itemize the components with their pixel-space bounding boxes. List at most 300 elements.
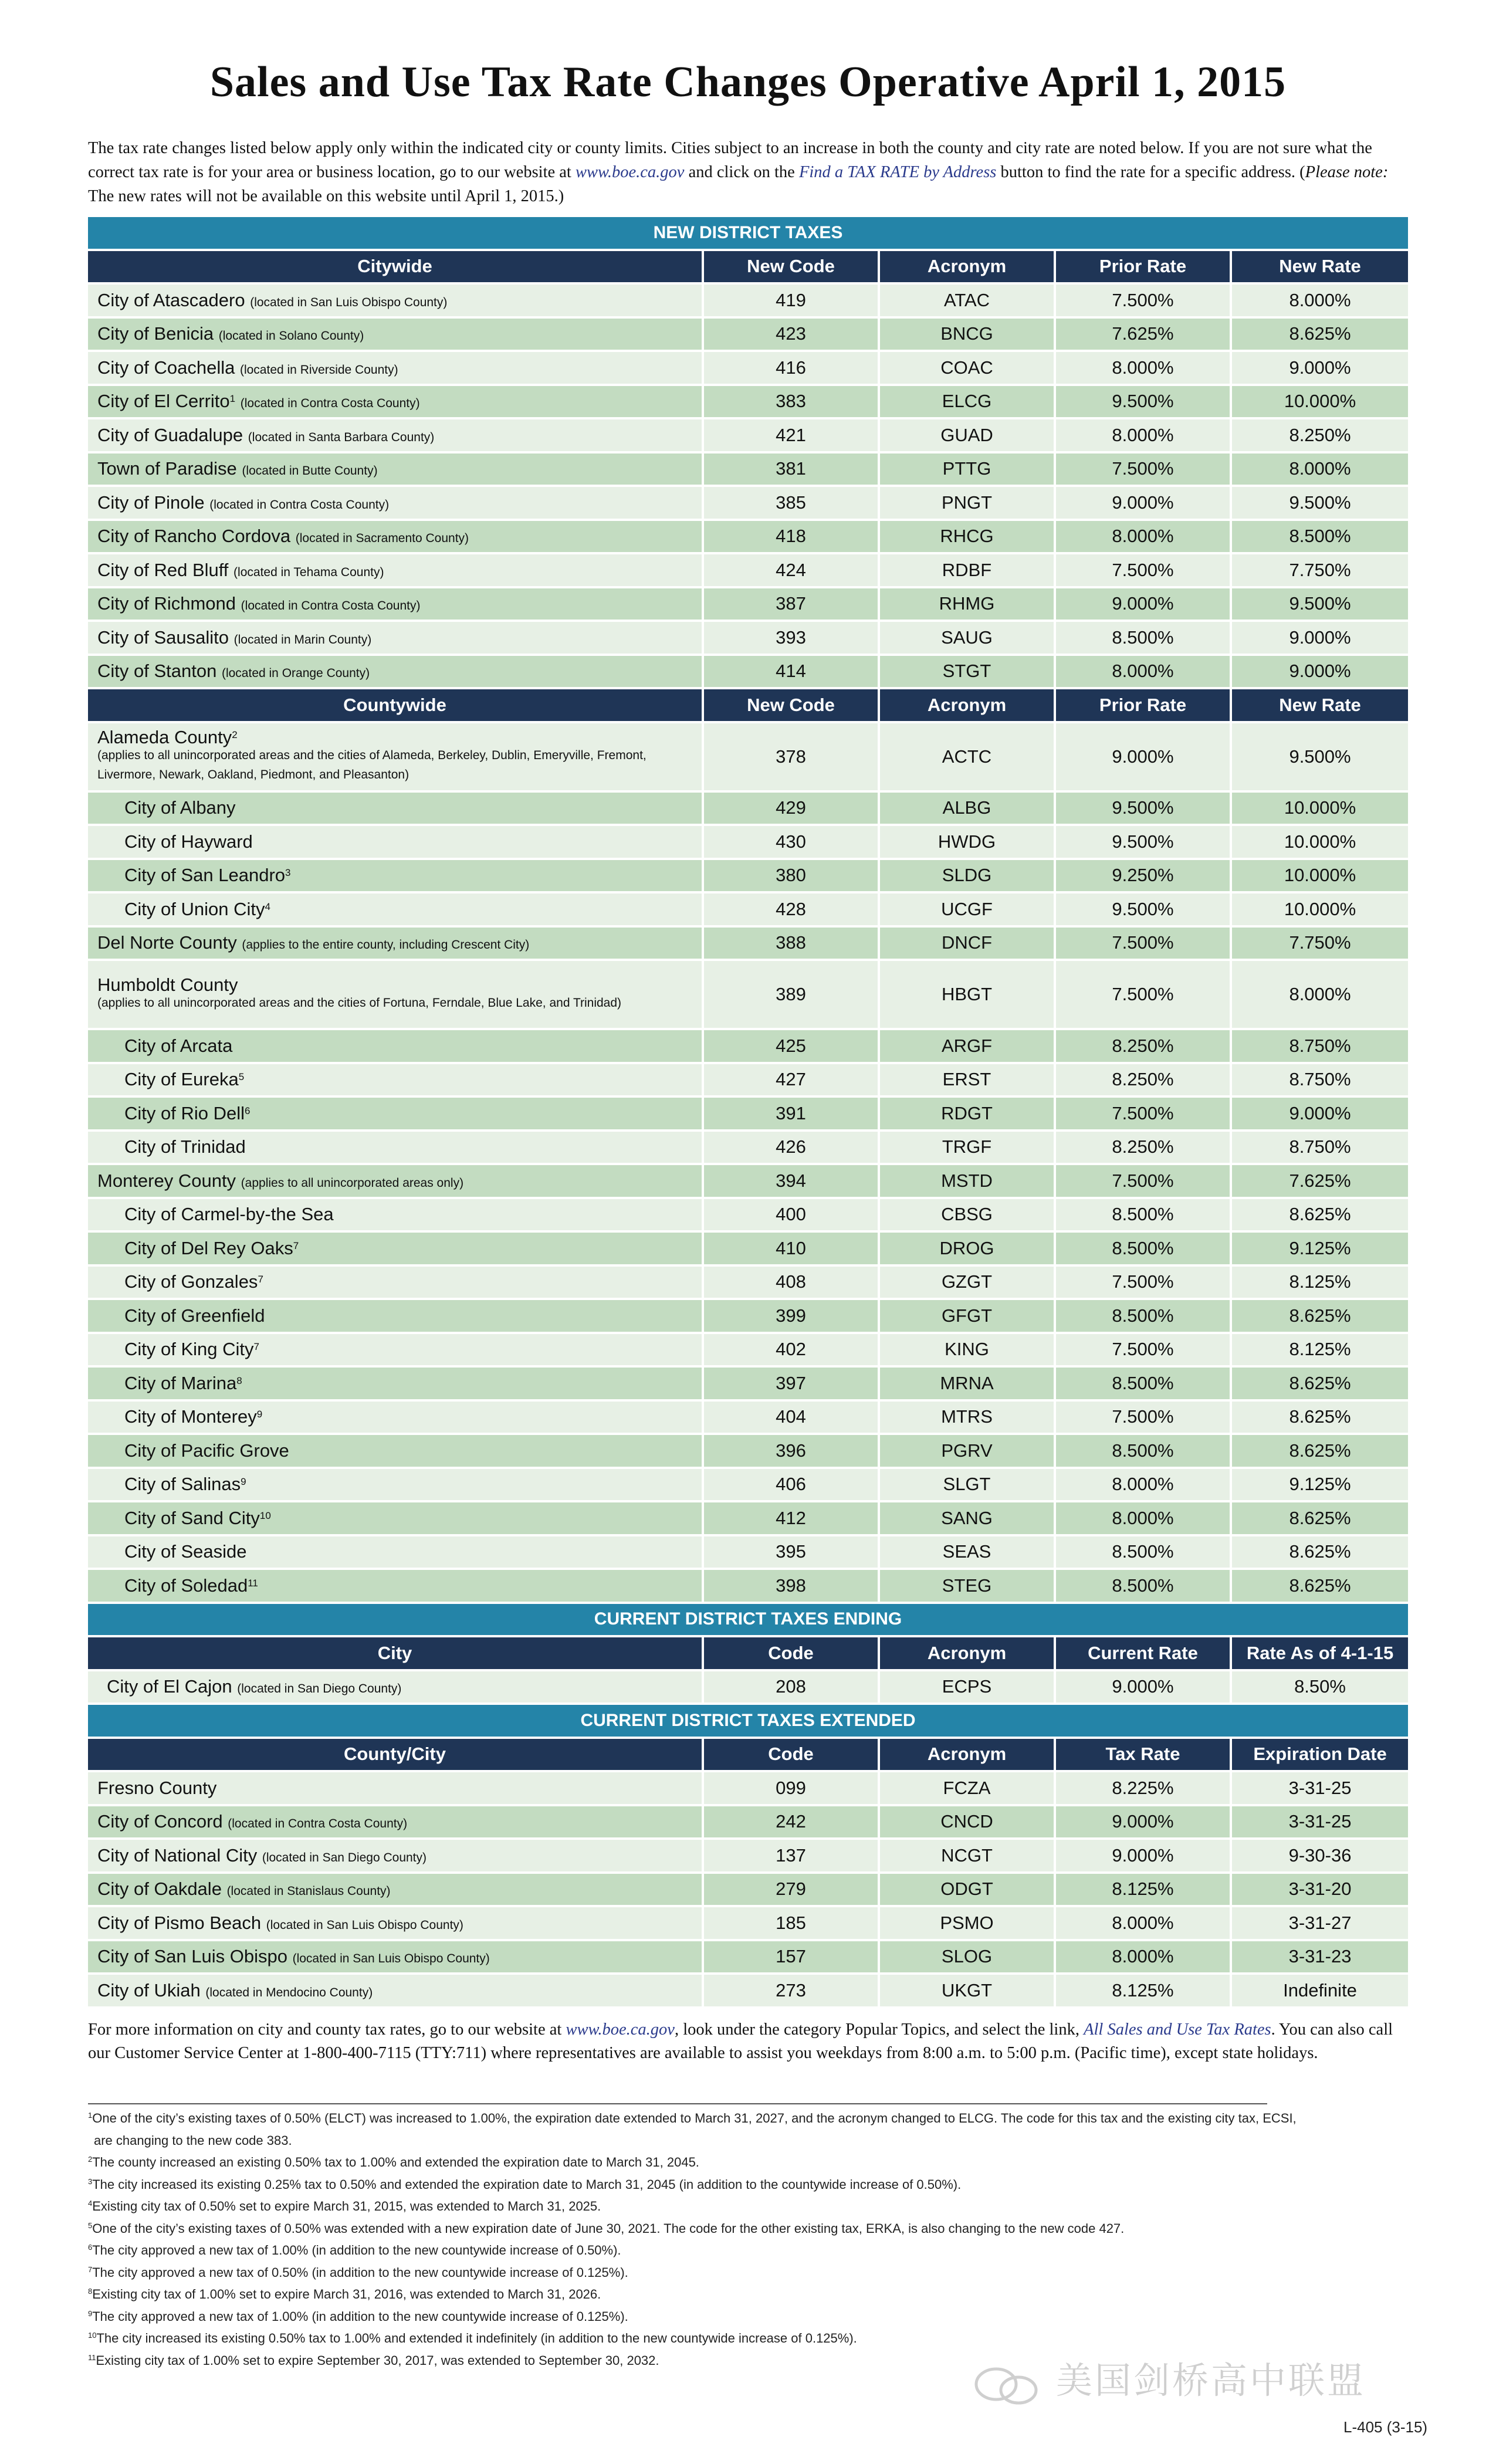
footnote-ref: 9 [256,1409,263,1420]
acronym-cell: ATAC [880,285,1056,319]
rate-cell: 9.250% [1056,860,1232,894]
place-name: Alameda County [97,727,232,747]
rate-cell: 8.625% [1232,1435,1408,1469]
rate-cell: 9.000% [1232,352,1408,386]
code-cell: 393 [704,622,880,656]
place-name: City of Concord [97,1811,223,1832]
footnote-text: The city approved a new tax of 1.00% (in addition to the new countywide increase of 0.125%). [92,2309,628,2324]
place-name: City of Hayward [124,831,253,852]
code-cell: 402 [704,1334,880,1368]
rate-cell: 8.625% [1232,1402,1408,1436]
place-name-cell [88,419,704,453]
section-banner [88,217,1408,251]
location-note: (located in Sacramento County) [295,532,469,546]
footnote-text: One of the city’s existing taxes of 0.50% was extended with a new expiration date of June 30, 2021. The code for the other existing tax, ERKA, is also changing to the new code 427. [92,2221,1125,2236]
rate-cell: 8.625% [1232,1368,1408,1402]
code-cell: 208 [704,1671,880,1705]
footnote-ref: 7 [293,1240,299,1251]
acronym-cell: ECPS [880,1671,1056,1705]
table-row [88,1975,1408,2009]
place-name-cell [88,352,704,386]
location-note: (located in San Luis Obispo County) [250,295,448,309]
footnote-text: One of the city’s existing taxes of 0.50% (ELCT) was increased to 1.00%, the expiration date extended to March 31, 2027, and the acronym changed to ELCG. The code for this tax and the existing city tax, ECSI, [92,2111,1297,2125]
footnote-text: The city increased its existing 0.50% tax to 1.00% and extended it indefinitely (in addition to the new countywide increase of 0.125%). [96,2331,857,2345]
table-row [88,1772,1408,1806]
code-cell: 410 [704,1233,880,1267]
place-name: City of Pismo Beach [97,1912,262,1933]
code-cell: 398 [704,1570,880,1604]
rate-cell: 9.000% [1056,1806,1232,1840]
footnote-number: 6 [88,2243,93,2252]
place-name-cell [88,1030,704,1064]
watermark-text: 美国剑桥高中联盟 [1056,2359,1366,2402]
footnote [88,2283,1408,2306]
place-name-cell [88,1064,704,1098]
place-name-cell [88,1772,704,1806]
column-header: Acronym [880,251,1056,285]
place-name-cell [88,1840,704,1874]
code-cell: 418 [704,521,880,555]
rate-cell: 8.000% [1056,1469,1232,1503]
table-row [88,723,1408,793]
rate-cell: 7.500% [1056,554,1232,588]
code-cell: 399 [704,1300,880,1334]
place-name: City of King City [124,1339,254,1360]
wechat-icon [969,2364,1045,2407]
tax-rate-table [88,217,1408,2009]
place-name: City of Arcata [124,1035,233,1056]
code-cell: 273 [704,1975,880,2009]
rate-cell: 8.500% [1056,1368,1232,1402]
table-row [88,1064,1408,1098]
place-name-cell [88,1502,704,1536]
place-name: City of Sand City [124,1507,260,1528]
table-row [88,1233,1408,1267]
rate-cell: 3-31-25 [1232,1772,1408,1806]
place-name-cell [88,1098,704,1132]
acronym-cell: STGT [880,656,1056,690]
footer-paragraph: For more information on city and county tax rates, go to our website at www.boe.ca.gov, look under the category Popular Topics, and select the link, All Sales and Use Tax Rates. You can also call our Customer Service Center at 1-800-400-7115 (TTY:711) where representatives are available to assist you weekdays from 8:00 a.m. to 5:00 p.m. (Pacific time), except state holidays. [88,2020,1393,2062]
table-row [88,1502,1408,1536]
column-header: County/City [88,1739,704,1773]
footnote-text: The county increased an existing 0.50% tax to 1.00% and extended the expiration date to March 31, 2045. [92,2155,699,2169]
column-header: Acronym [880,1637,1056,1671]
rate-cell: 8.625% [1232,1570,1408,1604]
code-cell: 185 [704,1907,880,1941]
footnotes [88,2107,1408,2371]
rate-cell: 3-31-20 [1232,1874,1408,1908]
table-row [88,1941,1408,1975]
column-header: Citywide [88,251,704,285]
column-header: Acronym [880,689,1056,723]
footnote-ref: 7 [253,1341,259,1353]
rate-cell: 9.500% [1056,793,1232,827]
footnote [88,2262,1408,2284]
place-name-cell [88,1941,704,1975]
column-header: Rate As of 4-1-15 [1232,1637,1408,1671]
place-name: City of Del Rey Oaks [124,1237,293,1258]
location-note: (located in Contra Costa County) [209,497,390,512]
rate-cell: 8.500% [1056,1435,1232,1469]
rate-cell: 9.500% [1232,723,1408,793]
place-name-cell [88,1469,704,1503]
rate-cell: 8.000% [1232,453,1408,488]
rate-cell: 8.000% [1056,419,1232,453]
table-row [88,1570,1408,1604]
place-name: City of Eureka [124,1069,239,1090]
rate-cell: 7.500% [1056,1098,1232,1132]
rate-cell: 8.250% [1056,1030,1232,1064]
column-header: New Rate [1232,251,1408,285]
acronym-cell: DNCF [880,928,1056,962]
rate-cell: 9.500% [1056,893,1232,928]
rate-cell: 8.000% [1056,1907,1232,1941]
acronym-cell: COAC [880,352,1056,386]
footnote-number: 11 [88,2353,96,2362]
rate-cell: 8.000% [1056,352,1232,386]
code-cell: 429 [704,793,880,827]
acronym-cell: UCGF [880,893,1056,928]
rate-cell: 8.500% [1056,622,1232,656]
place-name: City of Atascadero [97,289,245,310]
rate-cell: 3-31-27 [1232,1907,1408,1941]
column-header: Acronym [880,1739,1056,1773]
code-cell: 395 [704,1536,880,1571]
rate-cell: 8.250% [1232,419,1408,453]
place-name: City of Rio Dell [124,1102,245,1123]
place-name-cell [88,521,704,555]
location-note: (located in Tehama County) [233,565,384,579]
table-row [88,893,1408,928]
column-header: Countywide [88,689,704,723]
rate-cell: 7.750% [1232,554,1408,588]
place-name-cell [88,893,704,928]
place-name-cell [88,1536,704,1571]
place-name-cell [88,723,704,793]
table-row [88,588,1408,622]
acronym-cell: PGRV [880,1435,1056,1469]
rate-cell: 9.500% [1232,487,1408,521]
place-name-cell [88,1806,704,1840]
code-cell: 242 [704,1806,880,1840]
footer-website-link[interactable]: www.boe.ca.gov [566,2020,675,2039]
table-row [88,860,1408,894]
acronym-cell: SLOG [880,1941,1056,1975]
rate-cell: 7.500% [1056,1402,1232,1436]
acronym-cell: TRGF [880,1132,1056,1166]
code-cell: 404 [704,1402,880,1436]
rate-cell: 8.500% [1232,521,1408,555]
column-header: Code [704,1739,880,1773]
location-note: (located in Butte County) [242,464,378,478]
footnote-divider [88,2103,1267,2104]
table-row [88,1435,1408,1469]
acronym-cell: SLGT [880,1469,1056,1503]
acronym-cell: ERST [880,1064,1056,1098]
column-header: Code [704,1637,880,1671]
rate-cell: 8.625% [1232,1536,1408,1571]
place-name-cell [88,1132,704,1166]
footnote [88,2306,1408,2328]
acronym-cell: HBGT [880,961,1056,1030]
rate-cell: 8.625% [1232,1199,1408,1233]
acronym-cell: CNCD [880,1806,1056,1840]
code-cell: 416 [704,352,880,386]
location-note: (located in Contra Costa County) [240,397,420,411]
rate-cell: 9.000% [1056,487,1232,521]
table-row [88,1098,1408,1132]
footnote-number: 5 [88,2221,93,2230]
acronym-cell: PNGT [880,487,1056,521]
code-cell: 157 [704,1941,880,1975]
rate-cell: 7.500% [1056,1267,1232,1301]
acronym-cell: SEAS [880,1536,1056,1571]
page-title: Sales and Use Tax Rate Changes Operative April 1, 2015 [209,58,1287,106]
place-name: City of Richmond [97,593,236,614]
place-name-cell [88,1267,704,1301]
code-cell: 378 [704,723,880,793]
table-header-row [88,1739,1408,1773]
table-row [88,554,1408,588]
code-cell: 406 [704,1469,880,1503]
table-row [88,487,1408,521]
place-name: City of Sausalito [97,627,229,648]
place-name: City of Carmel-by-the Sea [124,1204,334,1225]
acronym-cell: UKGT [880,1975,1056,2009]
rate-cell: 7.750% [1232,928,1408,962]
place-name: City of Red Bluff [97,559,229,580]
code-cell: 425 [704,1030,880,1064]
rate-cell: 9.500% [1232,588,1408,622]
rate-cell: 8.625% [1232,1502,1408,1536]
footnote-ref: 10 [259,1509,271,1521]
table-row [88,319,1408,353]
rate-cell: 8.500% [1056,1536,1232,1571]
place-name: City of Soledad [124,1575,248,1596]
acronym-cell: RDBF [880,554,1056,588]
code-cell: 137 [704,1840,880,1874]
rate-cell: 9.500% [1056,386,1232,420]
code-cell: 380 [704,860,880,894]
rate-cell: 8.250% [1056,1064,1232,1098]
rate-cell: 8.500% [1056,1233,1232,1267]
section-banner [88,1705,1408,1739]
code-cell: 428 [704,893,880,928]
table-row [88,1300,1408,1334]
place-name-cell [88,622,704,656]
location-note: (located in Stanislaus County) [226,1884,391,1898]
form-number: L-405 (3-15) [1343,2418,1428,2436]
website-link[interactable]: www.boe.ca.gov [575,163,685,181]
place-name-cell [88,1435,704,1469]
footnote [88,2151,1408,2174]
rate-cell: 8.000% [1056,656,1232,690]
place-name: City of Albany [124,797,236,818]
footnote-text: Existing city tax of 1.00% set to expire March 31, 2016, was extended to March 31, 2026. [92,2287,601,2301]
rate-cell: 3-31-23 [1232,1941,1408,1975]
acronym-cell: STEG [880,1570,1056,1604]
location-note: (located in Santa Barbara County) [248,430,435,444]
intro-paragraph: The tax rate changes listed below apply only within the indicated city or county limits. Cities subject to an increase in both the county and city rate are noted below. If you are not sure what the correct tax rate is for your area or business location, go to our website at www.boe.ca.gov and click on the Find a TAX RATE by Address button to find the rate for a specific address. (Please note: The new rates will not be available on this website until April 1, 2015.) [88,139,1389,205]
code-cell: 396 [704,1435,880,1469]
rate-cell: 9.125% [1232,1469,1408,1503]
rate-cell: 8.225% [1056,1772,1232,1806]
acronym-cell: ALBG [880,793,1056,827]
footnote-ref: 6 [245,1105,251,1116]
rate-cell: 9.000% [1232,622,1408,656]
place-name-cell [88,386,704,420]
footnote-number: 9 [88,2309,93,2318]
place-name: City of Monterey [124,1406,257,1427]
code-cell: 421 [704,419,880,453]
footnote-number: 7 [88,2265,93,2274]
table-header-row [88,1637,1408,1671]
acronym-cell: PSMO [880,1907,1056,1941]
place-name: City of Salinas [124,1474,241,1495]
acronym-cell: NCGT [880,1840,1056,1874]
all-tax-rates-link[interactable]: All Sales and Use Tax Rates [1084,2020,1271,2039]
place-name-cell [88,1874,704,1908]
code-cell: 383 [704,386,880,420]
rate-cell: 8.500% [1056,1300,1232,1334]
place-name-cell [88,1334,704,1368]
place-name-cell [88,1975,704,2009]
acronym-cell: RHMG [880,588,1056,622]
place-name-cell [88,487,704,521]
place-name: City of Guadalupe [97,424,243,445]
rate-cell: Indefinite [1232,1975,1408,2009]
acronym-cell: GUAD [880,419,1056,453]
rate-cell: 8.625% [1232,319,1408,353]
rate-cell: 8.125% [1056,1874,1232,1908]
location-note: (located in Contra Costa County) [228,1817,408,1831]
acronym-cell: ODGT [880,1874,1056,1908]
place-name: City of Gonzales [124,1271,258,1292]
rate-cell: 7.500% [1056,928,1232,962]
find-tax-rate-link[interactable]: Find a TAX RATE by Address [798,163,997,181]
table-row [88,1874,1408,1908]
rate-cell: 7.625% [1056,319,1232,353]
rate-cell: 10.000% [1232,793,1408,827]
rate-cell: 9.000% [1056,723,1232,793]
place-name-cell [88,1199,704,1233]
footnote-ref: 2 [232,729,238,740]
footnote [88,2130,1408,2152]
rate-cell: 7.500% [1056,453,1232,488]
acronym-cell: GFGT [880,1300,1056,1334]
rate-cell: 3-31-25 [1232,1806,1408,1840]
code-cell: 419 [704,285,880,319]
code-cell: 391 [704,1098,880,1132]
location-note: (located in Marin County) [233,632,372,647]
rate-cell: 10.000% [1232,893,1408,928]
place-name: City of Seaside [124,1541,247,1562]
table-row [88,1368,1408,1402]
place-name: Del Norte County [97,932,237,953]
rate-cell: 8.500% [1056,1570,1232,1604]
table-row [88,453,1408,488]
footnote [88,2218,1408,2240]
table-row [88,285,1408,319]
place-name: City of Coachella [97,357,235,378]
code-cell: 408 [704,1267,880,1301]
footnote-ref: 7 [258,1274,263,1285]
rate-cell: 8.000% [1232,961,1408,1030]
code-cell: 387 [704,588,880,622]
column-header: City [88,1637,704,1671]
rate-cell: 8.750% [1232,1132,1408,1166]
table-row [88,622,1408,656]
place-name: Humboldt County [97,974,238,995]
place-name: City of Benicia [97,323,214,344]
rate-cell: 7.500% [1056,961,1232,1030]
code-cell: 389 [704,961,880,1030]
rate-cell: 9.000% [1056,1840,1232,1874]
rate-cell: 8.750% [1232,1030,1408,1064]
rate-cell: 7.625% [1232,1165,1408,1199]
acronym-cell: RDGT [880,1098,1056,1132]
acronym-cell: ACTC [880,723,1056,793]
rate-cell: 9-30-36 [1232,1840,1408,1874]
acronym-cell: DROG [880,1233,1056,1267]
rate-cell: 7.500% [1056,1165,1232,1199]
location-note: (located in Riverside County) [239,363,398,377]
footnote-ref: 9 [241,1476,246,1488]
table-row [88,793,1408,827]
table-row [88,419,1408,453]
place-name: Monterey County [97,1170,236,1191]
section-banner-title: CURRENT DISTRICT TAXES ENDING [88,1604,1408,1638]
code-cell: 385 [704,487,880,521]
acronym-cell: SANG [880,1502,1056,1536]
place-name: City of Pinole [97,492,205,513]
place-name-cell [88,860,704,894]
footnote-text: are changing to the new code 383. [94,2133,292,2148]
footnote-number: 3 [88,2177,93,2186]
footnote-number: 10 [88,2331,97,2340]
table-row [88,386,1408,420]
code-cell: 279 [704,1874,880,1908]
rate-cell: 8.250% [1056,1132,1232,1166]
place-name-cell [88,1570,704,1604]
code-cell: 388 [704,928,880,962]
footnote-number: 2 [88,2155,93,2164]
column-header: New Rate [1232,689,1408,723]
footnote-text: The city approved a new tax of 0.50% (in addition to the new countywide increase of 0.125%). [92,2265,628,2280]
rate-cell: 8.50% [1232,1671,1408,1705]
acronym-cell: PTTG [880,453,1056,488]
rate-cell: 9.000% [1056,1671,1232,1705]
acronym-cell: GZGT [880,1267,1056,1301]
section-banner-title: CURRENT DISTRICT TAXES EXTENDED [88,1705,1408,1739]
place-name: City of San Luis Obispo [97,1946,287,1967]
place-name-cell [88,554,704,588]
table-row [88,1469,1408,1503]
column-header: Prior Rate [1056,689,1232,723]
place-name-cell [88,1233,704,1267]
code-cell: 427 [704,1064,880,1098]
rate-cell: 8.125% [1232,1334,1408,1368]
acronym-cell: ELCG [880,386,1056,420]
table-header-row [88,689,1408,723]
rate-cell: 8.500% [1056,1199,1232,1233]
footnote-ref: 1 [229,393,236,405]
column-header: New Code [704,251,880,285]
rate-cell: 9.500% [1056,826,1232,860]
rate-cell: 8.625% [1232,1300,1408,1334]
rate-cell: 8.000% [1232,285,1408,319]
footnote [88,2195,1408,2218]
